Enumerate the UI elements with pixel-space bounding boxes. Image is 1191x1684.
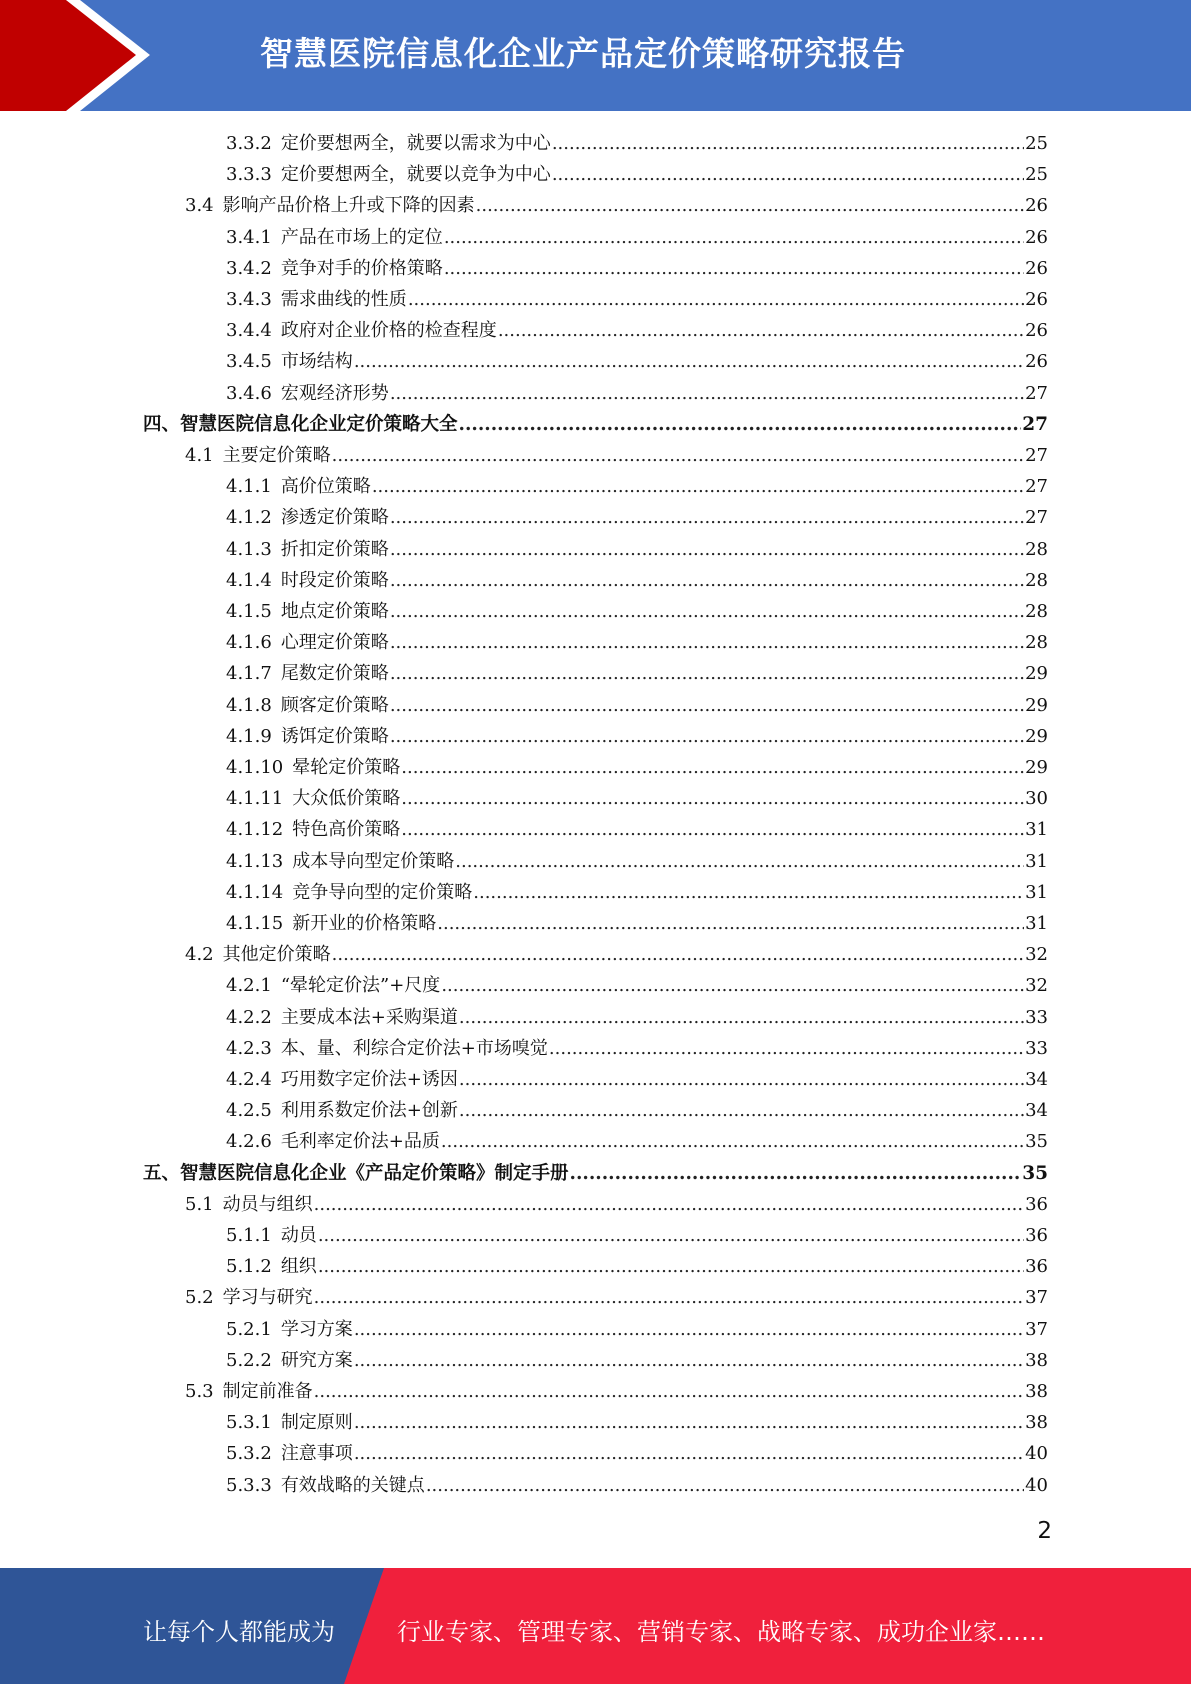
toc-entry-number: 5.3.1 — [226, 1412, 272, 1434]
toc-entry[interactable] — [226, 1064, 1048, 1095]
toc-entry-page: 33 — [1025, 1006, 1048, 1028]
toc-leader-dots — [401, 814, 1024, 845]
toc-leader-dots — [473, 877, 1024, 908]
toc-entry-page: 38 — [1025, 1412, 1048, 1434]
toc-entry-page: 27 — [1022, 413, 1048, 435]
toc-entry-title: 晕轮定价策略 — [292, 757, 401, 778]
toc-entry-page: 26 — [1025, 351, 1048, 373]
toc-entry[interactable] — [226, 596, 1048, 627]
toc-entry[interactable] — [226, 315, 1048, 346]
toc-entry-number: 5.1 — [185, 1193, 214, 1215]
toc-entry-page: 27 — [1025, 382, 1048, 404]
toc-entry-number: 4.2.3 — [226, 1037, 272, 1059]
toc-entry[interactable] — [226, 222, 1048, 253]
toc-entry-page: 27 — [1025, 445, 1048, 466]
toc-leader-dots — [444, 253, 1024, 284]
toc-entry-number: 3.4.2 — [226, 257, 272, 279]
toc-entry[interactable] — [226, 970, 1048, 1001]
toc-entry[interactable] — [226, 502, 1048, 533]
toc-entry-number: 4.1.15 — [226, 913, 284, 934]
toc-entry-number: 3.4 — [185, 195, 214, 217]
toc-leader-dots — [332, 939, 1024, 970]
toc-entry[interactable] — [226, 1314, 1048, 1345]
toc-entry-number: 5.3.3 — [226, 1474, 272, 1496]
toc-entry[interactable] — [226, 1033, 1048, 1064]
toc-entry-page: 28 — [1025, 632, 1048, 654]
toc-entry-page: 27 — [1025, 507, 1048, 529]
toc-entry-title: 动员 — [280, 1225, 317, 1246]
toc-leader-dots — [455, 846, 1024, 877]
toc-entry[interactable] — [226, 1470, 1048, 1501]
toc-entry-title: 注意事项 — [280, 1443, 353, 1465]
toc-leader-dots — [390, 658, 1024, 689]
toc-entry-page: 38 — [1025, 1381, 1048, 1402]
toc-entry-title: 新开业的价格策略 — [292, 913, 437, 934]
toc-entry-title: 定价要想两全，就要以需求为中心 — [280, 133, 551, 154]
toc-entry-page: 32 — [1025, 975, 1048, 997]
toc-entry[interactable] — [226, 783, 1048, 814]
toc-leader-dots — [459, 409, 1022, 440]
toc-entry-page: 26 — [1025, 289, 1048, 310]
toc-entry-title: 宏观经济形势 — [280, 382, 389, 404]
toc-leader-dots — [549, 1033, 1024, 1064]
toc-leader-dots — [401, 752, 1024, 783]
toc-entry-title: 利用系数定价法+创新 — [280, 1100, 458, 1122]
toc-leader-dots — [390, 534, 1024, 565]
toc-entry-title: 制定原则 — [280, 1412, 353, 1434]
toc-leader-dots — [426, 1470, 1024, 1501]
page-header — [0, 0, 1191, 111]
toc-entry-number: 4.1.10 — [226, 757, 284, 778]
toc-entry[interactable] — [226, 128, 1048, 159]
toc-leader-dots — [441, 970, 1024, 1001]
toc-entry-page: 28 — [1025, 601, 1048, 622]
toc-entry[interactable] — [226, 877, 1048, 908]
toc-entry-page: 29 — [1025, 725, 1048, 747]
toc-entry-number: 5.3.2 — [226, 1443, 272, 1465]
toc-entry-page: 29 — [1025, 757, 1048, 778]
toc-leader-dots — [354, 1314, 1024, 1345]
toc-entry-title: 组织 — [280, 1256, 317, 1278]
toc-entry-number: 3.4.5 — [226, 351, 272, 373]
toc-entry-number: 4.1 — [185, 445, 214, 466]
toc-entry-title: 定价要想两全，就要以竞争为中心 — [280, 164, 551, 186]
toc-entry[interactable] — [226, 721, 1048, 752]
toc-entry-number: 4.1.7 — [226, 663, 272, 685]
page-number: 2 — [1037, 1518, 1052, 1544]
toc-entry-page: 33 — [1025, 1037, 1048, 1059]
toc-entry-page: 36 — [1025, 1193, 1048, 1215]
toc-entry-number: 5.3 — [185, 1381, 214, 1402]
toc-entry[interactable] — [185, 1376, 1048, 1407]
toc-entry-page: 26 — [1025, 195, 1048, 217]
toc-entry-page: 35 — [1022, 1162, 1048, 1184]
toc-entry-title: 尾数定价策略 — [280, 663, 389, 685]
toc-entry-title: 地点定价策略 — [280, 601, 389, 622]
toc-entry-number: 5.2.1 — [226, 1318, 272, 1340]
toc-entry-page: 30 — [1025, 788, 1048, 810]
toc-entry-title: 诱饵定价策略 — [280, 725, 389, 747]
toc-entry-number: 4.2.6 — [226, 1131, 272, 1153]
toc-entry-number: 4.1.14 — [226, 881, 284, 903]
toc-entry-page: 36 — [1025, 1225, 1048, 1246]
toc-leader-dots — [552, 159, 1024, 190]
toc-entry-page: 25 — [1025, 164, 1048, 186]
toc-entry[interactable] — [226, 1095, 1048, 1126]
toc-leader-dots — [552, 128, 1024, 159]
toc-entry[interactable] — [226, 846, 1048, 877]
toc-entry[interactable] — [143, 1158, 1048, 1189]
toc-entry-number: 5.2 — [185, 1287, 214, 1309]
toc-leader-dots — [314, 1282, 1024, 1313]
toc-leader-dots — [318, 1220, 1024, 1251]
toc-entry[interactable] — [226, 253, 1048, 284]
toc-entry-number: 4.1.9 — [226, 725, 272, 747]
toc-entry[interactable] — [226, 1251, 1048, 1282]
toc-entry[interactable] — [226, 284, 1048, 315]
toc-entry-number: 4.2.1 — [226, 975, 272, 997]
toc-entry-title: “晕轮定价法”+尺度 — [280, 975, 441, 997]
toc-leader-dots — [332, 440, 1024, 471]
toc-entry-number: 4.1.6 — [226, 632, 272, 654]
toc-entry-title: 需求曲线的性质 — [280, 289, 407, 310]
toc-entry-number: 4.1.2 — [226, 507, 272, 529]
toc-entry[interactable] — [226, 1220, 1048, 1251]
toc-entry-title: 市场结构 — [280, 351, 353, 373]
toc-entry-number: 4.1.3 — [226, 538, 272, 560]
toc-entry[interactable] — [226, 471, 1048, 502]
toc-entry-page: 29 — [1025, 663, 1048, 685]
toc-entry-title: 大众低价策略 — [292, 788, 401, 810]
toc-entry-title: 制定前准备 — [222, 1381, 313, 1402]
toc-entry[interactable] — [226, 1345, 1048, 1376]
toc-leader-dots — [390, 627, 1024, 658]
toc-leader-dots — [437, 908, 1024, 939]
toc-entry[interactable] — [226, 908, 1048, 939]
toc-leader-dots — [354, 1438, 1024, 1469]
toc-entry-number: 4.1.13 — [226, 850, 284, 872]
toc-entry[interactable] — [185, 190, 1048, 221]
toc-entry-page: 35 — [1025, 1131, 1048, 1153]
toc-entry-title: 学习与研究 — [222, 1287, 313, 1309]
toc-entry-page: 28 — [1025, 569, 1048, 591]
toc-leader-dots — [354, 1407, 1024, 1438]
toc-leader-dots — [372, 471, 1024, 502]
toc-entry-title: 竞争导向型的定价策略 — [292, 881, 473, 903]
toc-entry-page: 28 — [1025, 538, 1048, 560]
toc-entry[interactable] — [185, 1282, 1048, 1313]
toc-leader-dots — [390, 596, 1024, 627]
toc-entry-number: 5.1.2 — [226, 1256, 272, 1278]
toc-leader-dots — [390, 721, 1024, 752]
toc-entry-page: 38 — [1025, 1349, 1048, 1371]
toc-entry-number: 4.1.12 — [226, 819, 284, 841]
toc-entry[interactable] — [226, 814, 1048, 845]
toc-leader-dots — [390, 690, 1024, 721]
toc-entry-title: 折扣定价策略 — [280, 538, 389, 560]
toc-entry-page: 32 — [1025, 944, 1048, 966]
toc-entry-title: 动员与组织 — [222, 1193, 313, 1215]
toc-entry-number: 4.1.8 — [226, 694, 272, 716]
toc-entry-number: 3.4.1 — [226, 226, 272, 248]
toc-entry-page: 31 — [1025, 819, 1048, 841]
toc-leader-dots — [459, 1095, 1024, 1126]
toc-entry[interactable] — [226, 752, 1048, 783]
toc-entry[interactable] — [226, 690, 1048, 721]
toc-entry-number: 3.4.3 — [226, 289, 272, 310]
toc-entry-title: 主要定价策略 — [222, 445, 331, 466]
toc-entry-number: 3.4.4 — [226, 320, 272, 342]
toc-leader-dots — [390, 502, 1024, 533]
toc-leader-dots — [459, 1064, 1024, 1095]
toc-leader-dots — [444, 222, 1024, 253]
toc-entry-title: 其他定价策略 — [222, 944, 331, 966]
toc-entry-number: 4.2.5 — [226, 1100, 272, 1122]
toc-entry-title: 政府对企业价格的检查程度 — [280, 320, 497, 342]
toc-entry-page: 37 — [1025, 1287, 1048, 1309]
toc-entry-number: 4.1.11 — [226, 788, 284, 810]
toc-entry-number: 4.2.4 — [226, 1069, 272, 1090]
toc-entry-title: 巧用数字定价法+诱因 — [280, 1069, 458, 1090]
toc-entry[interactable] — [226, 346, 1048, 377]
toc-entry-title: 特色高价策略 — [292, 819, 401, 841]
toc-entry[interactable] — [226, 565, 1048, 596]
toc-entry-title: 影响产品价格上升或下降的因素 — [222, 195, 475, 217]
toc-entry-page: 27 — [1025, 476, 1048, 498]
toc-entry-title: 顾客定价策略 — [280, 694, 389, 716]
toc-leader-dots — [390, 565, 1024, 596]
toc-entry-title: 主要成本法+采购渠道 — [280, 1006, 458, 1028]
toc-entry-title: 产品在市场上的定位 — [280, 226, 443, 248]
toc-entry-page: 26 — [1025, 257, 1048, 279]
toc-entry-title: 成本导向型定价策略 — [292, 850, 455, 872]
toc-leader-dots — [498, 315, 1024, 346]
toc-entry[interactable] — [226, 378, 1048, 409]
toc-entry-title: 竞争对手的价格策略 — [280, 257, 443, 279]
toc-entry-number: 5.2.2 — [226, 1349, 272, 1371]
toc-leader-dots — [476, 190, 1024, 221]
toc-entry-number: 3.4.6 — [226, 382, 272, 404]
toc-entry-page: 40 — [1025, 1474, 1048, 1496]
toc-entry-page: 31 — [1025, 881, 1048, 903]
toc-leader-dots — [459, 1002, 1024, 1033]
toc-entry-number: 5.1.1 — [226, 1225, 272, 1246]
toc-leader-dots — [354, 1345, 1024, 1376]
toc-entry-title: 心理定价策略 — [280, 632, 389, 654]
toc-entry-title: 毛利率定价法+品质 — [280, 1131, 440, 1153]
toc-entry[interactable] — [185, 440, 1048, 471]
toc-entry-page: 31 — [1025, 850, 1048, 872]
toc-entry-number: 4.2.2 — [226, 1006, 272, 1028]
toc-leader-dots — [314, 1376, 1024, 1407]
toc-entry-number: 4.1.5 — [226, 601, 272, 622]
toc-entry[interactable] — [226, 159, 1048, 190]
toc-entry-title: 五、智慧医院信息化企业《产品定价策略》制定手册 — [143, 1162, 569, 1184]
toc-entry[interactable] — [226, 1407, 1048, 1438]
toc-entry-title: 学习方案 — [280, 1318, 353, 1340]
toc-entry[interactable] — [226, 1002, 1048, 1033]
toc-entry[interactable] — [185, 939, 1048, 970]
toc-entry-title: 本、量、利综合定价法+市场嗅觉 — [280, 1037, 548, 1059]
toc-entry-page: 29 — [1025, 694, 1048, 716]
toc-leader-dots — [354, 346, 1024, 377]
toc-entry-title: 研究方案 — [280, 1349, 353, 1371]
toc-entry-number: 4.1.4 — [226, 569, 272, 591]
toc-entry[interactable] — [185, 1189, 1048, 1220]
toc-entry-page: 34 — [1025, 1069, 1048, 1090]
toc-entry[interactable] — [226, 1126, 1048, 1157]
toc-entry-title: 高价位策略 — [280, 476, 371, 498]
toc-entry-title: 时段定价策略 — [280, 569, 389, 591]
toc-entry[interactable] — [226, 627, 1048, 658]
toc-entry-page: 31 — [1025, 913, 1048, 934]
toc-leader-dots — [570, 1158, 1022, 1189]
header-title: 智慧医院信息化企业产品定价策略研究报告 — [260, 34, 906, 73]
footer-slogan-left: 让每个人都能成为 — [143, 1618, 335, 1646]
footer-slogan-right: 行业专家、管理专家、营销专家、战略专家、成功企业家…… — [397, 1618, 1045, 1646]
toc-entry[interactable] — [226, 534, 1048, 565]
page-footer — [0, 1568, 1191, 1684]
toc-entry-title: 有效战略的关键点 — [280, 1474, 425, 1496]
toc-entry[interactable] — [143, 409, 1048, 440]
toc-entry-number: 3.3.3 — [226, 164, 272, 186]
toc-entry-page: 34 — [1025, 1100, 1048, 1122]
toc-entry[interactable] — [226, 1438, 1048, 1469]
toc-entry-number: 4.2 — [185, 944, 214, 966]
toc-entry-title: 渗透定价策略 — [280, 507, 389, 529]
toc-leader-dots — [390, 378, 1024, 409]
toc-entry[interactable] — [226, 658, 1048, 689]
toc-leader-dots — [318, 1251, 1024, 1282]
toc-leader-dots — [441, 1126, 1024, 1157]
toc-entry-page: 26 — [1025, 226, 1048, 248]
toc-entry-page: 26 — [1025, 320, 1048, 342]
toc-entry-page: 25 — [1025, 133, 1048, 154]
toc-leader-dots — [408, 284, 1024, 315]
toc-entry-page: 36 — [1025, 1256, 1048, 1278]
toc-entry-title: 四、智慧医院信息化企业定价策略大全 — [143, 413, 458, 435]
toc-entry-number: 3.3.2 — [226, 133, 272, 154]
toc-leader-dots — [314, 1189, 1024, 1220]
toc-entry-page: 40 — [1025, 1443, 1048, 1465]
toc-entry-number: 4.1.1 — [226, 476, 272, 498]
toc-leader-dots — [401, 783, 1024, 814]
toc-entry-page: 37 — [1025, 1318, 1048, 1340]
